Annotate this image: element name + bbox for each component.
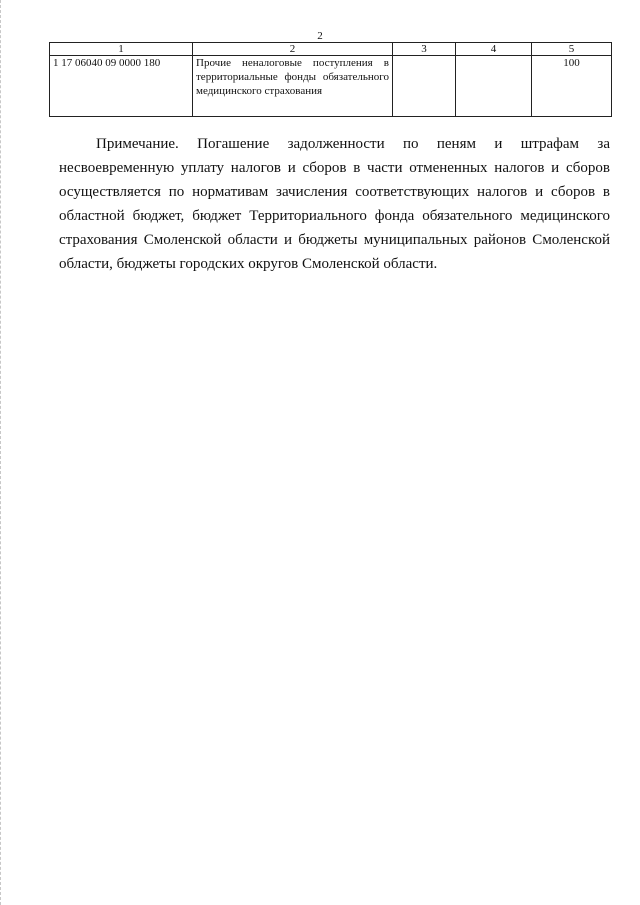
budget-code-cell: 1 17 06040 09 0000 180 <box>50 56 193 117</box>
budget-table <box>49 42 612 117</box>
column-3-cell <box>393 56 456 117</box>
column-4-cell <box>456 56 532 117</box>
column-header: 5 <box>532 43 612 56</box>
column-header: 1 <box>50 43 193 56</box>
column-header: 3 <box>393 43 456 56</box>
table-header-row <box>50 43 612 56</box>
norm-percent-cell: 100 <box>532 56 612 117</box>
table-row <box>50 56 612 117</box>
note-paragraph: Примечание. Погашение задолженности по пеням и штрафам за несвоевременную уплату налогов и сборов в части отмененных налогов и сборов осуществляется по нормативам зачисления соответствующих налогов и сборов в областной бюджет, бюджет Территориального фонда обязательного медицинского страхования Смоленской области и бюджеты муниципальных районов Смоленской области, бюджеты городских округов Смоленской области. <box>59 136 610 272</box>
column-header: 4 <box>456 43 532 56</box>
scan-left-edge <box>0 0 4 905</box>
page-number: 2 <box>317 30 323 42</box>
income-name-cell: Прочие неналоговые поступления в территориальные фонды обязательного медицинского страхования <box>193 56 393 117</box>
column-header: 2 <box>193 43 393 56</box>
